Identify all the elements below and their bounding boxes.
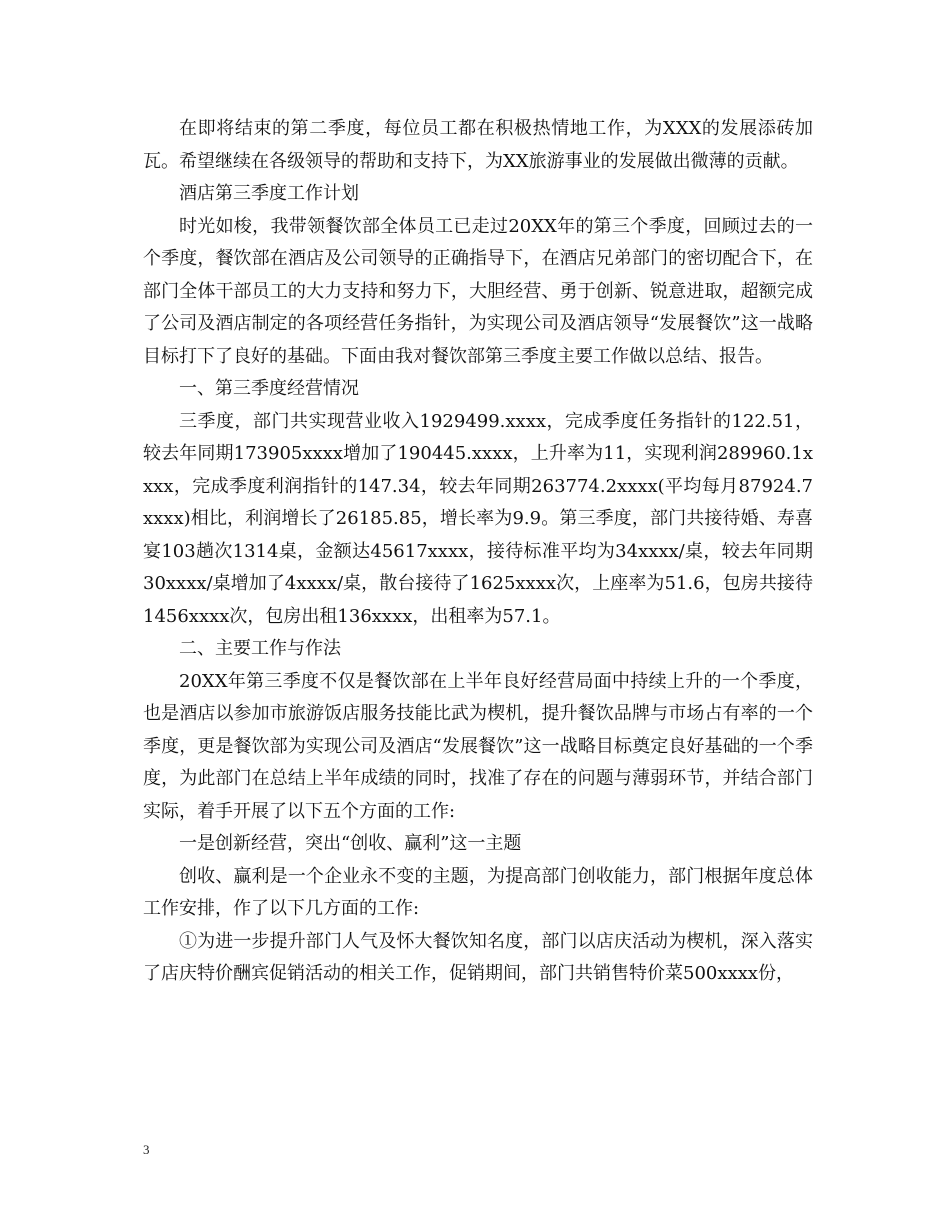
paragraph-main-work: 20XX年第三季度不仅是餐饮部在上半年良好经营局面中持续上升的一个季度，也是酒店以参加市旅游饭店服务技能比武为楔机，提升餐饮品牌与市场占有率的一个季度，更是餐饮部为实现公司及酒店“发展餐饮”这一战略目标奠定良好基础的一个季度，为此部门在总结上半年成绩的同时，找准了存在的问题与薄弱环节，并结合部门实际，着手开展了以下五个方面的工作: [143,670,813,822]
paragraph-promotion: ①为进一步提升部门人气及怀大餐饮知名度，部门以店庆活动为楔机，深入落实了店庆特价酬宾促销活动的相关工作，促销期间，部门共销售特价菜500xxxx份， [143,930,813,984]
paragraph-intro-closing: 在即将结束的第二季度，每位员工都在积极热情地工作，为XXX的发展添砖加瓦。希望继续在各级领导的帮助和支持下，为XX旅游事业的发展做出微薄的贡献。 [143,118,813,172]
subheading-innovation: 一是创新经营，突出“创收、赢利”这一主题 [179,833,522,854]
heading-operations: 一、第三季度经营情况 [179,378,359,399]
document-body [143,113,813,991]
paragraph-innovation: 创收、赢利是一个企业永不变的主题，为提高部门创收能力，部门根据年度总体工作安排，作了以下几方面的工作: [143,865,813,919]
section-title-q3-plan: 酒店第三季度工作计划 [179,183,359,204]
paragraph-review: 时光如梭，我带领餐饮部全体员工已走过20XX年的第三个季度，回顾过去的一个季度，餐饮部在酒店及公司领导的正确指导下，在酒店兄弟部门的密切配合下，在部门全体干部员工的大力支持和努力下，大胆经营、勇于创新、锐意进取，超额完成了公司及酒店制定的各项经营任务指针，为实现公司及酒店领导“发展餐饮”这一战略目标打下了良好的基础。下面由我对餐饮部第三季度主要工作做以总结、报告。 [143,215,813,367]
paragraph-operations-figures: 三季度，部门共实现营业收入1929499.xxxx，完成季度任务指针的122.51，较去年同期173905xxxx增加了190445.xxxx，上升率为11，实现利润289960.1xxxx，完成季度利润指针的147.34，较去年同期263774.2xxxx(平均每月87924.7xxxx)相比，利润增长了26185.85，增长率为9.9。第三季度，部门共接待婚、寿喜宴103趟次1314桌，金额达45617xxxx，接待标准平均为34xxxx/桌，较去年同期30xxxx/桌增加了4xxxx/桌，散台接待了1625xxxx次，上座率为51.6，包房共接待1456xxxx次，包房出租136xxxx，出租率为57.1。 [143,410,813,627]
heading-main-work: 二、主要工作与作法 [179,638,341,659]
page-number: 3 [143,1142,150,1157]
